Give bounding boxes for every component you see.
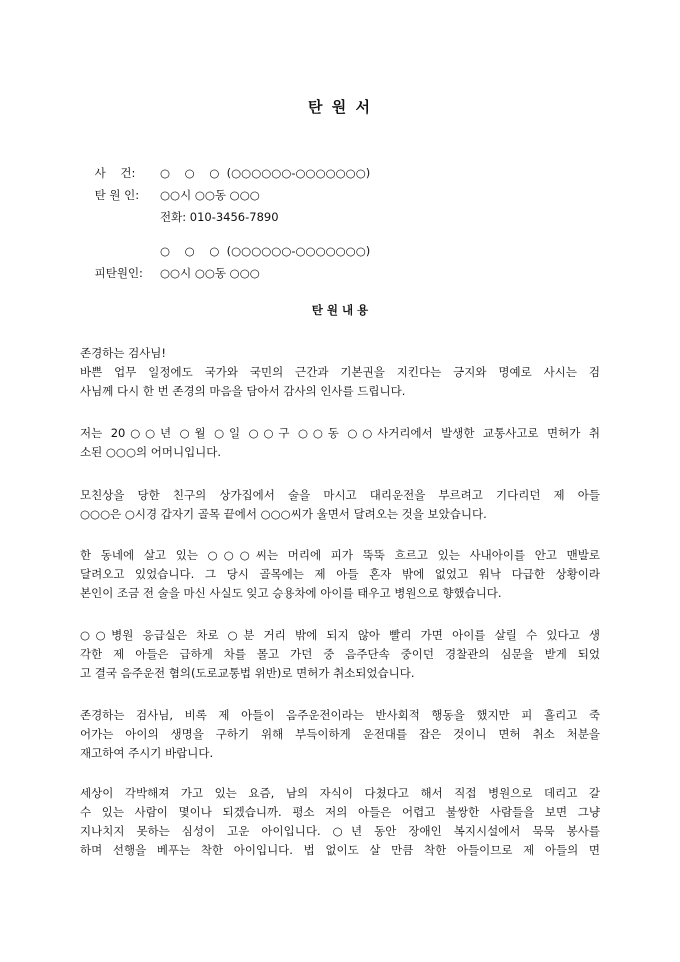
respondent-label: 피탄원인:	[94, 266, 143, 280]
case-label: 사 건:	[94, 166, 136, 180]
greeting	[80, 344, 600, 363]
paragraph-line: 한 동네에 살고 있는 ○○○씨는 머리에 피가 뚝뚝 흐르고 있는 사내아이를 안고 맨발로	[80, 548, 600, 562]
paragraph	[80, 363, 600, 401]
paragraph-line: 각한 제 아들은 급하게 차를 몰고 가던 중 음주단속 중이던 경찰관의 심문을 받게 되었	[80, 647, 600, 661]
paragraph-line: 저는 20○○년 ○월 ○일 ○○구 ○○동 ○○사거리에서 발생한 교통사고로 면허가 취	[80, 426, 600, 440]
paragraph-line: 고 결국 음주운전 혐의(도로교통법 위반)로 면허가 취소되었습니다.	[80, 666, 415, 680]
paragraph-line: 소된 ○○○의 어머니입니다.	[80, 445, 222, 459]
paragraph	[80, 706, 600, 763]
paragraph-line: 재고하여 주시기 바랍니다.	[80, 746, 214, 760]
petitioner-label: 탄 원 인:	[94, 188, 140, 202]
paragraph-line: ○○○은 ○시경 갑자기 골목 끝에서 ○○○씨가 울면서 달려오는 것을 보았습니다.	[80, 507, 487, 521]
greeting-text: 존경하는 검사님!	[80, 346, 167, 360]
paragraph-line: ○○병원 응급실은 차로 ○분 거리 밖에 되지 않아 빨리 가면 아이를 살릴 수 있다고 생	[80, 628, 600, 642]
paragraph	[80, 784, 600, 860]
paragraph-line: 달려오고 있었습니다. 그 당시 골목에는 제 아들 혼자 밖에 없었고 워낙 다급한 상황이라	[80, 567, 600, 581]
paragraph-line: 바쁜 업무 일정에도 국가와 국민의 근간과 기본권을 지킨다는 긍지와 명예로 사시는 검	[80, 365, 600, 379]
paragraph-line: 수 있는 사람이 몇이나 되겠습니까. 평소 저의 아들은 어렵고 불쌍한 사람들을 보면 그냥	[80, 805, 600, 819]
paragraph	[80, 626, 600, 683]
paragraph-line: 지나치지 못하는 심성이 고운 아이입니다. ○년 동안 장애인 복지시설에서 묵묵 봉사를	[80, 824, 600, 838]
paragraph-line: 존경하는 검사님, 비록 제 아들이 음주운전이라는 반사회적 행동을 했지만 피 흘리고 죽	[80, 708, 600, 722]
respondent-name: ○ ○ ○ (○○○○○○-○○○○○○○)	[160, 244, 371, 258]
petitioner-address: ○○시 ○○동 ○○○	[160, 188, 260, 202]
paragraph-line: 모친상을 당한 친구의 상가집에서 술을 마시고 대리운전을 부르려고 기다리던 제 아들	[80, 488, 600, 502]
section-title: 탄 원 내 용	[311, 303, 369, 317]
petitioner-phone: 전화: 010-3456-7890	[160, 210, 279, 224]
petitioner-name: ○ ○ ○ (○○○○○○-○○○○○○○)	[160, 166, 371, 180]
respondent-address: ○○시 ○○동 ○○○	[160, 266, 260, 280]
paragraph-line: 하며 선행을 베푸는 착한 아이입니다. 법 없이도 살 만큼 착한 아들이므로 제 아들의 면	[80, 843, 600, 857]
document-title: 탄 원 서	[308, 98, 372, 116]
paragraph	[80, 546, 600, 603]
paragraph	[80, 486, 600, 524]
paragraph-line: 사님께 다시 한 번 존경의 마음을 담아서 감사의 인사를 드립니다.	[80, 384, 406, 398]
paragraph-line: 세상이 각박해져 가고 있는 요즘, 남의 자식이 다쳤다고 해서 직접 병원으로 데리고 갈	[80, 786, 600, 800]
paragraph-line: 어가는 아이의 생명을 구하기 위해 부득이하게 운전대를 잡은 것이니 면허 취소 처분을	[80, 727, 600, 741]
paragraph-line: 본인이 조금 전 술을 마신 사실도 잊고 승용차에 아이를 태우고 병원으로 향했습니다.	[80, 586, 502, 600]
paragraph	[80, 424, 600, 462]
